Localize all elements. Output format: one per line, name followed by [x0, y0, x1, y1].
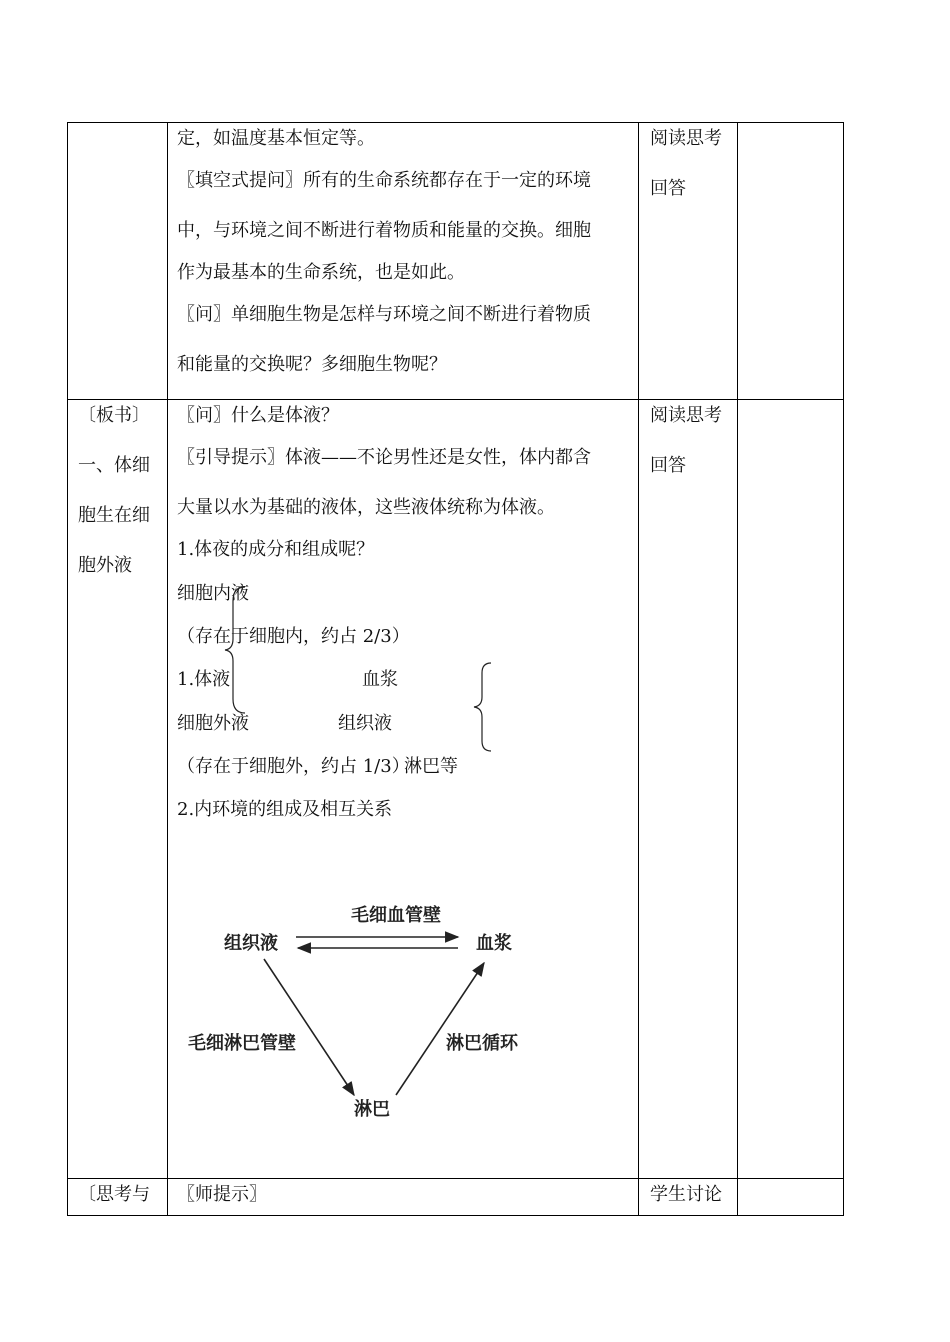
text-line: 〖引导提示〗体液——不论男性还是女性，体内都含 — [177, 447, 591, 468]
board-line: 一、体细 — [78, 455, 150, 476]
column-divider — [737, 123, 738, 1215]
row2-board — [78, 404, 160, 578]
diagram-top-label: 毛细血管壁 — [351, 905, 441, 926]
activity-line: 回答 — [650, 455, 686, 476]
tree-tissue-fluid: 组织液 — [338, 713, 392, 734]
tree-root: 1.体液 — [177, 669, 231, 690]
arrow-lymph-to-plasma — [396, 963, 484, 1095]
text-line: 〖问〗单细胞生物是怎样与环境之间不断进行着物质 — [177, 304, 591, 325]
tree-plasma: 血浆 — [362, 669, 398, 690]
diagram-plasma: 血浆 — [476, 933, 512, 954]
text-line: 和能量的交换呢？多细胞生物呢？ — [177, 354, 447, 375]
row1-content — [177, 127, 637, 377]
row3-content: 〖师提示〗 — [177, 1184, 267, 1205]
text-line: 1.体夜的成分和组成呢？ — [177, 539, 375, 560]
row-divider — [68, 1178, 843, 1179]
text-line: 〖问〗什么是体液？ — [177, 405, 339, 426]
diagram-right-label: 淋巴循环 — [446, 1033, 518, 1054]
row-divider — [68, 399, 843, 400]
board-line: 〔板书〕 — [78, 405, 150, 426]
text-line: 中，与环境之间不断进行着物质和能量的交换。细胞 — [177, 220, 591, 241]
row2-activity — [650, 404, 740, 478]
arrow-tissue-to-lymph — [264, 959, 354, 1095]
tree-intracellular-note: （存在于细胞内，约占 2/3） — [177, 626, 410, 647]
tree-extracellular: 细胞外液 — [177, 713, 249, 734]
tree-extracellular-note: （存在于细胞外，约占 1/3） — [177, 756, 410, 777]
board-line: 胞外液 — [78, 555, 132, 576]
diagram-lymph: 淋巴 — [354, 1099, 390, 1120]
board-line: 胞生在细 — [78, 505, 150, 526]
activity-line: 回答 — [650, 178, 686, 199]
internal-environment-diagram — [188, 891, 548, 1141]
lesson-table — [67, 122, 844, 1216]
tree-lymph-etc: 淋巴等 — [404, 756, 458, 777]
activity-line: 阅读思考 — [650, 405, 722, 426]
diagram-left-label: 毛细淋巴管壁 — [188, 1033, 296, 1054]
row1-activity — [650, 127, 740, 201]
tree-intracellular: 细胞内液 — [177, 583, 249, 604]
column-divider — [638, 123, 639, 1215]
diagram-tissue-fluid: 组织液 — [224, 933, 278, 954]
text-line: 〖填空式提问〗所有的生命系统都存在于一定的环境 — [177, 170, 591, 191]
section2-heading: 2.内环境的组成及相互关系 — [177, 799, 393, 820]
row3-board: 〔思考与 — [78, 1184, 150, 1205]
row2-content — [177, 404, 637, 562]
text-line: 大量以水为基础的液体，这些液体统称为体液。 — [177, 497, 555, 518]
brace-icon — [469, 663, 495, 751]
column-divider — [167, 123, 168, 1215]
activity-line: 阅读思考 — [650, 128, 722, 149]
brace-icon — [223, 587, 253, 713]
row3-activity: 学生讨论 — [650, 1184, 722, 1205]
text-line: 定，如温度基本恒定等。 — [177, 128, 375, 149]
text-line: 作为最基本的生命系统，也是如此。 — [177, 262, 465, 283]
